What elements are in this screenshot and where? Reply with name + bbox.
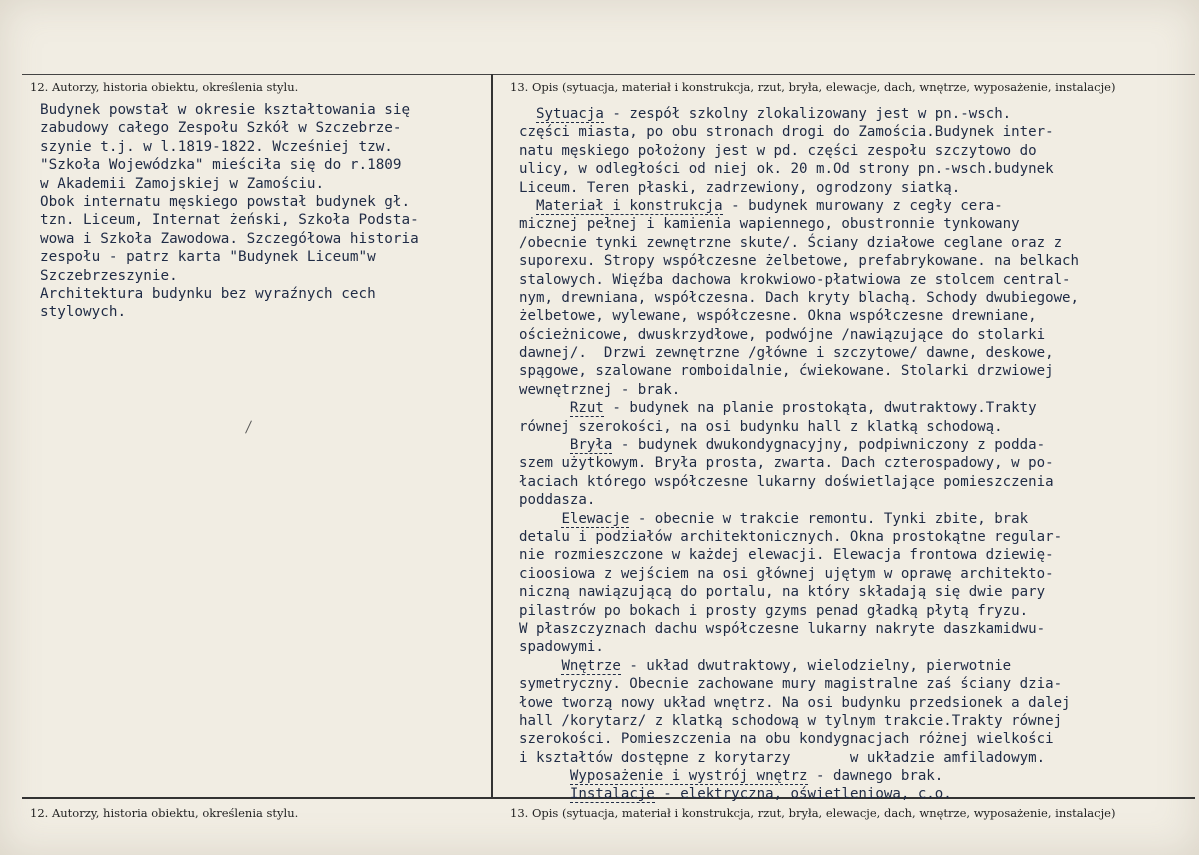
description-line	[519, 528, 1079, 546]
description-line	[519, 344, 1079, 362]
line-text: dawnej/. Drzwi zewnętrzne /główne i szczytowe/ dawne, deskowe,	[519, 345, 1054, 362]
description-line	[519, 399, 1079, 417]
line-text: - układ dwutraktowy, wielodzielny, pierwotnie	[620, 657, 1012, 674]
line-text	[519, 106, 536, 122]
history-line: zabudowy całego Zespołu Szkół w Szczebrze-	[40, 120, 402, 137]
history-line: Architektura budynku bez wyraźnych cech	[40, 285, 376, 302]
description-line	[519, 473, 1079, 491]
description-line	[519, 749, 1079, 767]
description-line	[519, 767, 1079, 785]
line-text: micznej pełnej i kamienia wapiennego, obustronnie tynkowany	[519, 216, 1020, 233]
line-text	[519, 658, 561, 674]
line-text: stalowych. Więźba dachowa krokwiowo-płatwiowa ze stolcem central-	[519, 271, 1071, 288]
line-text: /obecnie tynki zewnętrzne skute/. Ściany działowe ceglane oraz z	[519, 234, 1063, 251]
line-text: nym, drewniana, współczesna. Dach kryty blachą. Schody dwubiegowe,	[519, 289, 1080, 306]
section-heading: Wnętrze	[561, 657, 621, 674]
description-line	[519, 436, 1079, 454]
description-line	[519, 160, 1079, 178]
section-heading: Elewacje	[561, 510, 630, 527]
line-text: W płaszczyznach dachu współczesne lukarny nakryte daszkamidwu-	[519, 620, 1046, 637]
line-text: spągowe, szalowane romboidalnie, ćwiekowane. Stolarki drzwiowej	[519, 363, 1054, 380]
pencil-mark	[245, 420, 252, 433]
description-line	[519, 491, 1079, 509]
history-text	[40, 101, 419, 322]
line-text: spadowymi.	[519, 639, 604, 656]
description-line	[519, 123, 1079, 141]
history-line: Szczebrzeszynie.	[40, 267, 178, 284]
description-line	[519, 785, 1079, 803]
description-line	[519, 307, 1079, 325]
line-text: ościeżnicowe, dwuskrzydłowe, podwójne /nawiązujące do stolarki	[519, 326, 1046, 343]
line-text: pilastrów po bokach i prosty gzyms penad gładką płytą fryzu.	[519, 602, 1029, 619]
description-line	[519, 105, 1079, 123]
history-line: zespołu - patrz karta "Budynek Liceum"w	[40, 249, 376, 266]
line-text: Liceum. Teren płaski, zadrzewiony, ogrodzony siatką.	[519, 179, 961, 196]
history-line: tzn. Liceum, Internat żeński, Szkoła Podsta-	[40, 212, 419, 229]
line-text: - budynek dwukondygnacyjny, podpiwniczony z podda-	[612, 437, 1046, 454]
line-text	[519, 768, 570, 784]
description-line	[519, 252, 1079, 270]
line-text: równej szerokości, na osi budynku hall z klatką schodową.	[519, 418, 1003, 435]
description-line	[519, 179, 1079, 197]
line-text: szem użytkowym. Bryła prosta, zwarta. Dach czterospadowy, w po-	[519, 455, 1054, 472]
section-heading: Bryła	[569, 437, 613, 454]
description-line	[519, 546, 1079, 564]
line-text: suporexu. Stropy współczesne żelbetowe, prefabrykowane. na belkach	[519, 253, 1080, 270]
line-text: żelbetowe, wylewane, współczesne. Okna współczesne drewniane,	[519, 308, 1037, 325]
description-line	[519, 675, 1079, 693]
line-text	[519, 786, 570, 802]
top-rule	[22, 74, 1195, 75]
line-text: symetryczny. Obecnie zachowane mury magistralne zaś ściany dzia-	[519, 676, 1063, 693]
section-13-footer: 13. Opis (sytuacja, materiał i konstrukcja, rzut, bryła, elewacje, dach, wnętrze, wyposażenie, instalacje)	[510, 806, 1116, 820]
line-text: - budynek murowany z cegły cera-	[722, 197, 1003, 214]
description-line	[519, 289, 1079, 307]
line-text: poddasza.	[519, 492, 596, 509]
line-text: - dawnego brak.	[807, 768, 944, 785]
line-text: ulicy, w odległości od niej ok. 20 m.Od strony pn.-wsch.budynek	[519, 161, 1054, 178]
line-text: niczną nawiązującą do portalu, na który składają się dwie pary	[519, 584, 1046, 601]
line-text: - obecnie w trakcie remontu. Tynki zbite, brak	[629, 510, 1029, 527]
description-line	[519, 565, 1079, 583]
section-heading: Rzut	[569, 400, 604, 417]
column-divider	[491, 74, 493, 798]
description-line	[519, 234, 1079, 252]
section-12-footer: 12. Autorzy, historia obiektu, określenia stylu.	[30, 806, 299, 820]
line-text	[519, 400, 570, 416]
description-line	[519, 602, 1079, 620]
line-text: - budynek na planie prostokąta, dwutraktowy.Trakty	[603, 400, 1037, 417]
line-text: detalu i podziałów architektonicznych. Okna prostokątne regular-	[519, 528, 1063, 545]
line-text: łowe tworzą nowy układ wnętrz. Na osi budynku przedsionek a dalej	[519, 694, 1071, 711]
description-line	[519, 197, 1079, 215]
history-line: Budynek powstał w okresie kształtowania się	[40, 102, 411, 118]
description-line	[519, 712, 1079, 730]
description-line	[519, 215, 1079, 233]
line-text: wewnętrznej - brak.	[519, 381, 681, 398]
line-text: i kształtów dostępne z korytarzy w układzie amfiladowym.	[519, 749, 1046, 766]
history-line: wowa i Szkoła Zawodowa. Szczegółowa historia	[40, 230, 419, 247]
line-text: łaciach którego współczesne lukarny doświetlające pomieszczenia	[519, 473, 1054, 490]
history-line: w Akademii Zamojskiej w Zamościu.	[40, 175, 325, 192]
line-text: szerokości. Pomieszczenia na obu kondygnacjach różnej wielkości	[519, 731, 1054, 748]
description-line	[519, 142, 1079, 160]
description-line	[519, 583, 1079, 601]
line-text: części miasta, po obu stronach drogi do Zamościa.Budynek inter-	[519, 124, 1054, 141]
line-text: nie rozmieszczone w każdej elewacji. Elewacja frontowa dziewię-	[519, 547, 1054, 564]
section-heading: Sytuacja	[535, 106, 604, 122]
description-line	[519, 271, 1079, 289]
description-line	[519, 620, 1079, 638]
history-line: stylowych.	[40, 304, 127, 321]
line-text	[519, 437, 570, 453]
line-text: cioosiowa z wejściem na osi głównej ujętym w oprawę architekto-	[519, 565, 1054, 582]
section-heading: Wyposażenie i wystrój wnętrz	[569, 768, 808, 785]
description-line	[519, 326, 1079, 344]
description-line	[519, 638, 1079, 656]
description-line	[519, 694, 1079, 712]
line-text	[519, 198, 536, 214]
description-line	[519, 381, 1079, 399]
description-line	[519, 362, 1079, 380]
section-12-header: 12. Autorzy, historia obiektu, określenia stylu.	[30, 80, 299, 94]
description-line	[519, 730, 1079, 748]
description-line	[519, 657, 1079, 675]
section-heading: Materiał i konstrukcja	[535, 197, 723, 214]
section-13-header: 13. Opis (sytuacja, materiał i konstrukcja, rzut, bryła, elewacje, dach, wnętrze, wyposażenie, instalacje)	[510, 80, 1116, 94]
history-line: szynie t.j. w l.1819-1822. Wcześniej tzw.	[40, 138, 393, 155]
description-line	[519, 510, 1079, 528]
line-text	[519, 511, 561, 527]
line-text: natu męskiego położony jest w pd. części zespołu szczytowo do	[519, 142, 1037, 159]
section-heading: Instalacje	[569, 786, 655, 803]
history-line: "Szkoła Wojewódzka" mieściła się do r.1809	[40, 157, 402, 174]
description-text	[519, 105, 1079, 804]
line-text: - zespół szkolny zlokalizowany jest w pn.-wsch.	[603, 106, 1012, 122]
line-text: hall /korytarz/ z klatką schodową w tylnym trakcie.Trakty równej	[519, 712, 1063, 729]
description-line	[519, 454, 1079, 472]
history-line: Obok internatu męskiego powstał budynek gł.	[40, 193, 411, 210]
description-line	[519, 418, 1079, 436]
line-text: - elektryczna, oświetleniowa, c.o.	[654, 786, 952, 803]
